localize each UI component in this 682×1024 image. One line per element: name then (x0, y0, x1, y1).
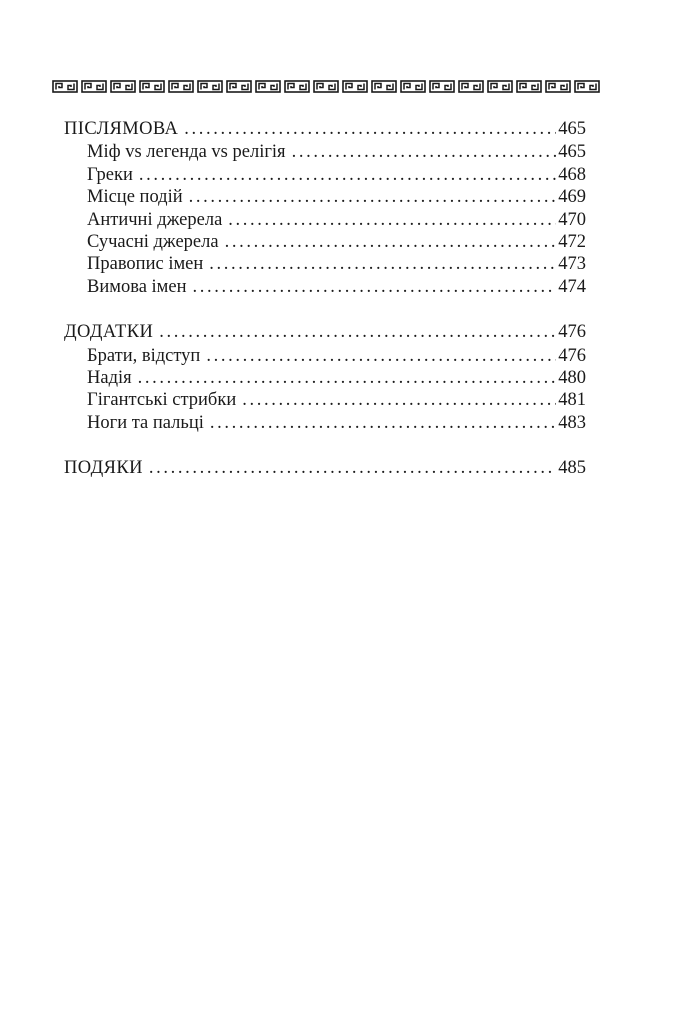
toc-subentry-page: 474 (558, 276, 586, 297)
toc-subentry-title: Греки (87, 164, 133, 185)
toc-subentry-page: 480 (558, 368, 586, 389)
toc-subentry[interactable] (64, 389, 586, 411)
dot-leader (159, 321, 556, 343)
dot-leader (210, 412, 556, 434)
toc-subentry-page: 469 (558, 187, 586, 208)
dot-leader (149, 457, 556, 479)
greek-key-tile (197, 80, 223, 93)
toc-subentry-title: Гігантські стрибки (87, 390, 237, 411)
greek-key-tile (52, 80, 78, 93)
dot-leader (242, 389, 556, 411)
toc-subentry-title: Античні джерела (87, 209, 223, 230)
toc-subentry-page: 473 (558, 254, 586, 275)
greek-key-tile (516, 80, 542, 93)
dot-leader (292, 141, 557, 163)
toc-section-appendices (64, 321, 586, 434)
greek-key-tile (110, 80, 136, 93)
toc-subentry-title: Сучасні джерела (87, 232, 219, 253)
toc-subentry-title: Правопис імен (87, 254, 204, 275)
toc-entry[interactable] (64, 321, 586, 343)
greek-key-tile (226, 80, 252, 93)
toc-entry[interactable] (64, 118, 586, 140)
toc-entry-page: 485 (558, 458, 586, 479)
dot-leader (184, 118, 556, 140)
greek-key-tile (139, 80, 165, 93)
toc-entry-page: 465 (558, 119, 586, 139)
greek-key-tile (458, 80, 484, 93)
toc-subentry-page: 470 (558, 209, 586, 230)
dot-leader (209, 253, 556, 275)
greek-key-tile (487, 80, 513, 93)
toc-subentry-page: 465 (558, 142, 586, 163)
toc-subentry-title: Брати, відступ (87, 345, 201, 366)
toc-subentry-page: 468 (558, 164, 586, 185)
greek-key-tile (574, 80, 600, 93)
toc-subentry[interactable] (64, 412, 586, 434)
toc-section-acknowledgements (64, 457, 586, 479)
toc-entry-title: ПІСЛЯМОВА (64, 119, 179, 139)
greek-key-tile (400, 80, 426, 93)
toc-subentry[interactable] (64, 231, 586, 253)
dot-leader (189, 186, 557, 208)
toc-subentry-title: Ноги та пальці (87, 412, 204, 433)
greek-key-tile (255, 80, 281, 93)
toc-entry[interactable] (64, 457, 586, 479)
greek-key-tile (545, 80, 571, 93)
toc-entry-page: 476 (558, 322, 586, 343)
table-of-contents (64, 118, 586, 503)
greek-key-tile (168, 80, 194, 93)
toc-subentry-title: Вимова імен (87, 276, 187, 297)
dot-leader (225, 231, 557, 253)
toc-entry-title: ДОДАТКИ (64, 322, 154, 343)
greek-key-tile (342, 80, 368, 93)
toc-subentry[interactable] (64, 345, 586, 367)
greek-key-tile (313, 80, 339, 93)
greek-key-tile (429, 80, 455, 93)
toc-subentry[interactable] (64, 164, 586, 186)
toc-subentry-page: 481 (558, 390, 586, 411)
dot-leader (139, 164, 556, 186)
toc-subentry[interactable] (64, 209, 586, 231)
toc-subentry[interactable] (64, 367, 586, 389)
toc-subentry[interactable] (64, 253, 586, 275)
dot-leader (228, 209, 556, 231)
toc-subentry-page: 472 (558, 232, 586, 253)
greek-key-border (52, 80, 600, 93)
toc-subentry-page: 476 (558, 345, 586, 366)
toc-section-afterword (64, 118, 586, 298)
toc-subentry[interactable] (64, 186, 586, 208)
dot-leader (138, 367, 557, 389)
greek-key-tile (284, 80, 310, 93)
dot-leader (206, 345, 556, 367)
toc-subentry[interactable] (64, 276, 586, 298)
toc-subentry-page: 483 (558, 412, 586, 433)
toc-subentry-title: Міф vs легенда vs релігія (87, 142, 286, 163)
greek-key-tile (81, 80, 107, 93)
toc-entry-title: ПОДЯКИ (64, 458, 143, 479)
greek-key-tile (371, 80, 397, 93)
toc-subentry[interactable] (64, 141, 586, 163)
toc-subentry-title: Надія (87, 368, 132, 389)
dot-leader (192, 276, 556, 298)
toc-subentry-title: Місце подій (87, 187, 183, 208)
